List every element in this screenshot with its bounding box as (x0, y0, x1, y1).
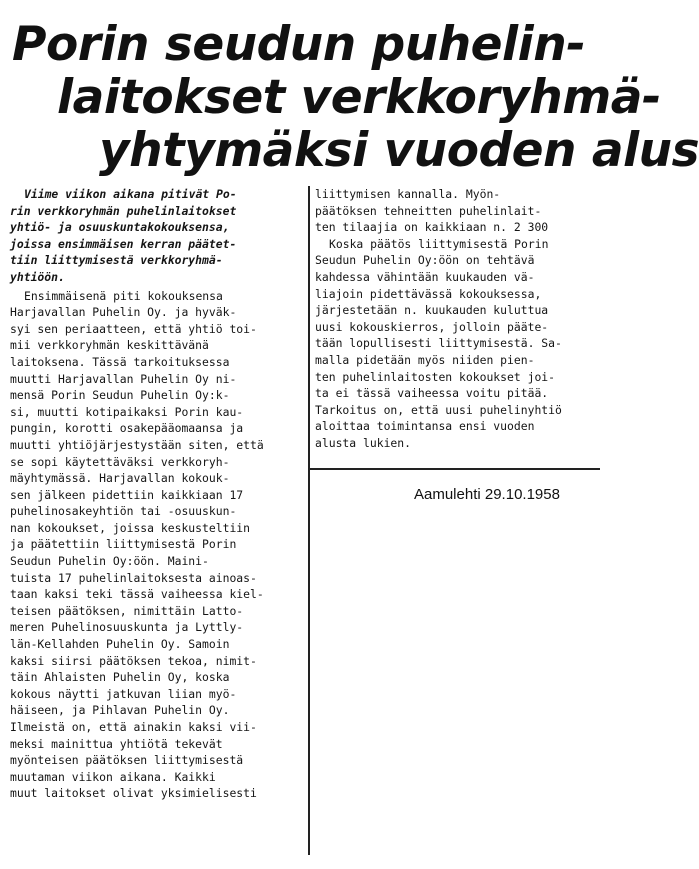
text-line: uusi kokouskierros, jolloin pääte- (315, 319, 549, 334)
text-line: kaksi siirsi päätöksen tekoa, nimit- (10, 653, 257, 668)
text-line: päätöksen tehneitten puhelinlait- (315, 203, 542, 218)
text-line: tuista 17 puhelinlaitoksesta ainoas- (10, 570, 257, 585)
text-line: pungin, korotti osakepääomaansa ja (10, 421, 244, 436)
body-paragraph (10, 288, 306, 802)
text-line: syi sen periaatteen, että yhtiö toi- (10, 321, 257, 336)
text-line: tiin liittymisestä verkkoryhmä- (10, 253, 223, 268)
text-line: rin verkkoryhmän puhelinlaitokset (10, 203, 237, 218)
source-caption: Aamulehti 29.10.1958 (414, 486, 560, 503)
continuation-paragraph (315, 186, 597, 236)
text-line: tään lopullisesti liittymisestä. Sa- (315, 336, 562, 351)
text-line: laitoksena. Tässä tarkoituksessa (10, 354, 230, 369)
headline-line: Porin seudun puhelin- (12, 17, 586, 72)
body-paragraph (315, 236, 597, 452)
column-divider (308, 186, 310, 855)
text-line: muut laitokset olivat yksimielisesti (10, 786, 257, 801)
text-line: mii verkkoryhmän keskittävänä (10, 338, 209, 353)
text-line: si, muutti kotipaikaksi Porin kau- (10, 404, 244, 419)
text-line: yhtiöön. (10, 269, 65, 284)
text-line: kokous näytti jatkuvan liian myö- (10, 686, 237, 701)
lead-paragraph (10, 186, 306, 286)
text-line: täin Ahlaisten Puhelin Oy, koska (10, 670, 230, 685)
column-end-rule (309, 468, 600, 470)
left-column (10, 186, 306, 802)
text-line: ta ei tässä vaiheessa voitu pitää. (315, 386, 549, 401)
text-line: Ensimmäisenä piti kokouksensa (24, 288, 223, 303)
text-line: Viime viikon aikana pitivät Po- (24, 187, 237, 201)
text-line: kahdessa vähintään kuukauden vä- (315, 269, 535, 284)
text-line: ten tilaajia on kaikkiaan n. 2 300 (315, 220, 549, 235)
text-line: meren Puhelinosuuskunta ja Lyttly- (10, 620, 244, 635)
text-line: myönteisen päätöksen liittymisestä (10, 753, 244, 768)
text-line: Harjavallan Puhelin Oy. ja hyväk- (10, 305, 237, 320)
text-line: aloittaa toimintansa ensi vuoden (315, 419, 535, 434)
text-line: teisen päätöksen, nimittäin Latto- (10, 603, 244, 618)
text-line: muutti Harjavallan Puhelin Oy ni- (10, 371, 237, 386)
text-line: liittymisen kannalla. Myön- (315, 187, 501, 201)
text-line: mensä Porin Seudun Puhelin Oy:k- (10, 388, 230, 403)
text-line: häiseen, ja Pihlavan Puhelin Oy. (10, 703, 230, 718)
right-column (315, 186, 597, 452)
text-line: nan kokoukset, joissa keskusteltiin (10, 520, 251, 535)
text-line: Tarkoitus on, että uusi puhelinyhtiö (315, 402, 562, 417)
text-line: taan kaksi teki tässä vaiheessa kiel- (10, 587, 264, 602)
text-line: Koska päätös liittymisestä Porin (329, 236, 549, 251)
text-line: malla pidetään myös niiden pien- (315, 352, 535, 367)
text-line: Seudun Puhelin Oy:öön. Maini- (10, 554, 209, 569)
text-line: sen jälkeen pidettiin kaikkiaan 17 (10, 487, 244, 502)
text-line: ten puhelinlaitosten kokoukset joi- (315, 369, 556, 384)
text-line: Ilmeistä on, että ainakin kaksi vii- (10, 720, 257, 734)
text-line: ja päätettiin liittymisestä Porin (10, 537, 237, 552)
text-line: muutaman viikon aikana. Kaikki (10, 769, 216, 784)
text-line: liajoin pidettävässä kokouksessa, (315, 286, 542, 301)
text-line: puhelinosakeyhtiön tai -osuuskun- (10, 504, 237, 519)
text-line: mäyhtymässä. Harjavallan kokouk- (10, 471, 230, 486)
text-line: alusta lukien. (315, 435, 412, 450)
text-line: län-Kellahden Puhelin Oy. Samoin (10, 637, 230, 652)
headline (12, 17, 699, 178)
text-line: järjestetään n. kuukauden kuluttua (315, 303, 549, 318)
text-line: Seudun Puhelin Oy:öön on tehtävä (315, 253, 535, 268)
headline-line: laitokset verkkoryhmä- (57, 70, 661, 125)
text-line: se sopi käytettäväksi verkkoryh- (10, 454, 230, 469)
text-line: joissa ensimmäisen kerran päätet- (10, 236, 237, 251)
text-line: meksi mainittua yhtiötä tekevät (10, 736, 223, 751)
text-line: muutti yhtiöjärjestystään siten, että (10, 437, 264, 452)
text-line: yhtiö- ja osuuskuntakokouksensa, (10, 220, 230, 235)
headline-line: yhtymäksi vuoden alus (99, 123, 699, 178)
